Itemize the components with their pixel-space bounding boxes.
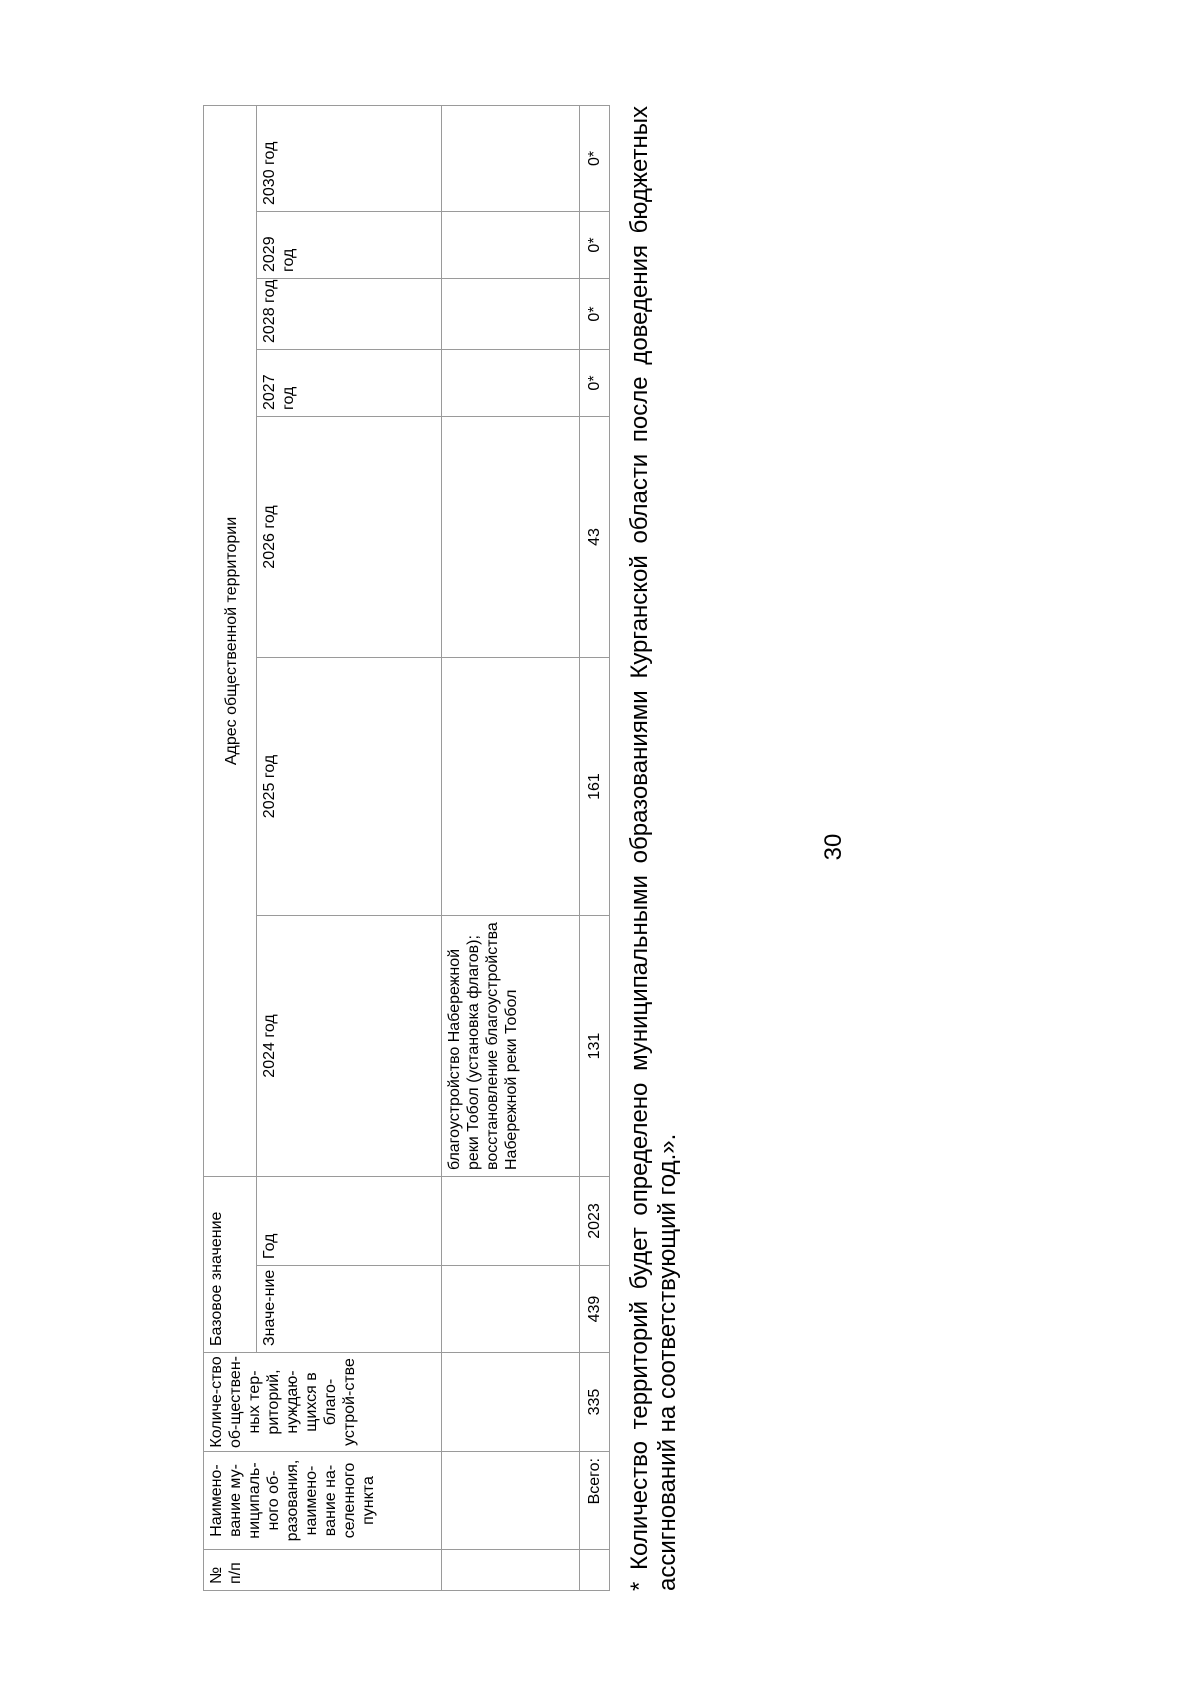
header-base-year: Год	[257, 1177, 442, 1266]
cell-address-2030	[442, 105, 580, 211]
header-address-group: Адрес общественной территории	[204, 105, 257, 1176]
header-2028: 2028 год	[257, 279, 442, 350]
total-label: Всего:	[580, 1452, 610, 1550]
total-base-value: 439	[580, 1266, 610, 1353]
total-num	[580, 1550, 610, 1591]
header-base-value: Значе-ние	[257, 1266, 442, 1353]
total-base-year: 2023	[580, 1177, 610, 1266]
total-2030: 0*	[580, 105, 610, 211]
total-count: 335	[580, 1353, 610, 1452]
total-2029: 0*	[580, 212, 610, 279]
totals-row	[580, 105, 610, 1590]
header-row-1	[204, 105, 257, 1590]
cell-address-2024: благоустройство Набережной реки Тобол (установка флагов); восстановление благоустройства Набережной реки Тобол	[442, 916, 580, 1177]
cell-base-value	[442, 1266, 580, 1353]
total-2026: 43	[580, 417, 610, 658]
cell-address-2029	[442, 212, 580, 279]
cell-num	[442, 1550, 580, 1591]
cell-address-2027	[442, 350, 580, 417]
header-territory-count: Количе-ство об-ществен-ных тер-риторий, нуждаю-щихся в благо-устрой-стве	[204, 1353, 442, 1452]
header-2026: 2026 год	[257, 417, 442, 658]
total-2027: 0*	[580, 350, 610, 417]
data-row	[442, 105, 580, 1590]
header-2024: 2024 год	[257, 916, 442, 1177]
header-2027: 2027 год	[257, 350, 442, 417]
header-municipality: Наимено-вание му-ниципаль-ного об-разования, наимено-вание на-селенного пункта	[204, 1452, 442, 1550]
cell-address-2025	[442, 658, 580, 916]
cell-count	[442, 1353, 580, 1452]
cell-address-2028	[442, 279, 580, 350]
header-2030: 2030 год	[257, 105, 442, 211]
cell-base-year	[442, 1177, 580, 1266]
cell-municipality	[442, 1452, 580, 1550]
cell-address-2026	[442, 417, 580, 658]
total-2025: 161	[580, 658, 610, 916]
total-2028: 0*	[580, 279, 610, 350]
territories-table	[203, 105, 610, 1591]
header-2025: 2025 год	[257, 658, 442, 916]
page-number: 30	[820, 833, 847, 861]
header-2029: 2029 год	[257, 212, 442, 279]
total-2024: 131	[580, 916, 610, 1177]
header-num: № п/п	[204, 1550, 442, 1591]
header-base-group: Базовое значение	[204, 1177, 257, 1353]
footnote: * Количество территорий будет определено муниципальными образованиями Курганской области после доведения бюджетных ассигнований на соответствующий год.».	[626, 106, 681, 1591]
